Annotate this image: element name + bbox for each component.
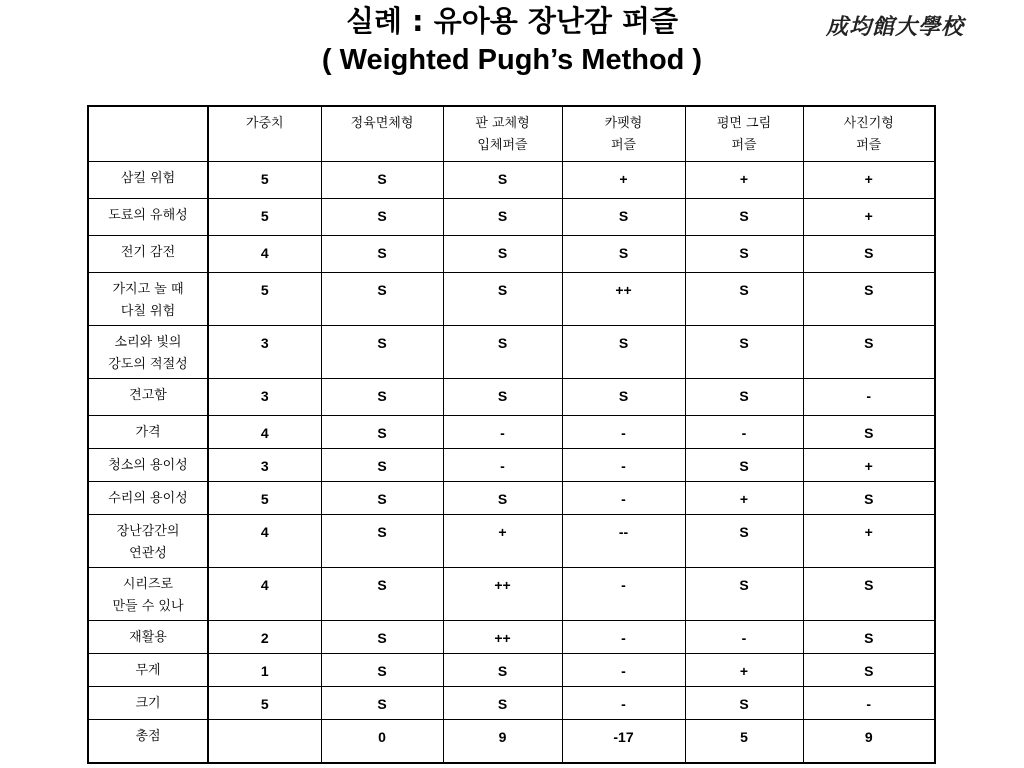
score-cell: - [562,416,685,449]
criterion-label [88,482,208,515]
score-cell: S [685,568,803,621]
criterion-row [88,687,935,720]
criterion-row [88,449,935,482]
criterion-label [88,687,208,720]
score-cell: S [443,379,562,416]
concept-label-line2: 퍼즐 [856,138,882,153]
concept-label-line1: 평면 그림 [716,116,772,131]
score-cell: S [685,199,803,236]
header-concept [803,106,935,162]
weight-cell: 5 [208,162,321,199]
score-cell: - [685,621,803,654]
weight-cell: 4 [208,416,321,449]
criterion-label-line: 수리의 용이성 [108,491,188,506]
score-cell: S [321,482,443,515]
score-cell: S [803,482,935,515]
header-concept [321,106,443,162]
weight-cell: 5 [208,273,321,326]
score-cell: S [562,236,685,273]
weight-cell: 4 [208,515,321,568]
concept-label-line1: 카펫형 [604,116,643,131]
score-cell: S [321,621,443,654]
score-cell: S [443,687,562,720]
score-cell: + [803,449,935,482]
score-cell: S [685,273,803,326]
weight-cell: 1 [208,654,321,687]
score-cell: S [321,654,443,687]
criterion-label-line: 견고함 [129,388,167,403]
criterion-label-line: 크기 [135,696,161,711]
criterion-label [88,273,208,326]
criterion-label-line: 연관성 [129,546,167,561]
score-cell: S [685,687,803,720]
concept-label-line1: 판 교체형 [475,116,530,131]
weight-cell: 4 [208,568,321,621]
score-cell: - [562,449,685,482]
score-cell: S [443,326,562,379]
weight-cell: 3 [208,379,321,416]
criterion-label-line: 가격 [135,425,161,440]
university-logo: 成均館大學校 [826,14,965,40]
score-cell: - [685,416,803,449]
criterion-row [88,379,935,416]
score-cell: S [321,162,443,199]
score-cell: S [562,379,685,416]
score-cell: S [321,568,443,621]
score-cell: S [803,621,935,654]
header-concept [685,106,803,162]
criterion-row [88,326,935,379]
score-cell: S [443,236,562,273]
criterion-row [88,621,935,654]
weight-cell: 3 [208,449,321,482]
score-cell: S [803,236,935,273]
score-cell: S [562,199,685,236]
criterion-row [88,515,935,568]
concept-label-line2: 퍼즐 [731,138,757,153]
criterion-label-line: 장난감간의 [116,524,180,539]
score-cell: + [443,515,562,568]
score-cell: S [685,326,803,379]
score-cell: S [443,654,562,687]
score-cell: S [803,273,935,326]
score-cell: S [321,379,443,416]
score-cell: S [803,654,935,687]
total-score-cell: 0 [321,720,443,764]
criterion-label-line: 삼킬 위험 [120,171,176,186]
score-cell: S [803,568,935,621]
score-cell: - [562,687,685,720]
weight-cell: 5 [208,687,321,720]
criterion-label-line: 재활용 [129,630,167,645]
score-cell: + [803,162,935,199]
criterion-label [88,416,208,449]
header-row [88,106,935,162]
criterion-row [88,482,935,515]
score-cell: S [321,687,443,720]
concept-label-line1: 정육면체형 [350,116,414,131]
score-cell: S [321,515,443,568]
score-cell: - [562,568,685,621]
score-cell: + [685,654,803,687]
score-cell: S [443,273,562,326]
total-score-cell: 9 [443,720,562,764]
score-cell: + [685,162,803,199]
header-concept [443,106,562,162]
criterion-label-line: 만들 수 있나 [112,599,184,614]
total-row [88,720,935,764]
pugh-matrix-table [87,105,936,764]
criterion-row [88,162,935,199]
total-weight-cell [208,720,321,764]
criterion-label-line: 소리와 빛의 [114,335,182,350]
criterion-label-line: 다칠 위험 [120,304,176,319]
concept-label-line2: 퍼즐 [610,138,637,153]
score-cell: ++ [443,568,562,621]
score-cell: + [803,515,935,568]
score-cell: - [562,482,685,515]
score-cell: - [443,416,562,449]
score-cell: S [443,199,562,236]
criterion-label [88,654,208,687]
criterion-label [88,515,208,568]
header-weight: 가중치 [208,106,321,162]
total-score-cell: -17 [562,720,685,764]
score-cell: -- [562,515,685,568]
criterion-label [88,236,208,273]
criterion-label-line: 청소의 용이성 [108,458,188,473]
score-cell: S [321,326,443,379]
score-cell: S [321,449,443,482]
weight-cell: 3 [208,326,321,379]
criterion-label-line: 도료의 유해성 [108,208,188,223]
criterion-label-line: 가지고 놀 때 [112,282,184,297]
total-score-cell: 5 [685,720,803,764]
score-cell: + [803,199,935,236]
criterion-row [88,568,935,621]
score-cell: S [685,379,803,416]
score-cell: S [321,199,443,236]
criterion-label-line: 전기 감전 [120,245,176,260]
score-cell: S [685,515,803,568]
total-label: 총점 [88,720,208,764]
criterion-label [88,449,208,482]
criterion-row [88,416,935,449]
weight-cell: 4 [208,236,321,273]
score-cell: - [443,449,562,482]
header-concept [562,106,685,162]
criterion-label [88,379,208,416]
criterion-label [88,162,208,199]
title-method: ( Weighted Pugh’s Method ) [321,44,703,76]
total-score-cell: 9 [803,720,935,764]
criterion-label [88,199,208,236]
concept-label-line2: 입체퍼즐 [477,138,528,153]
criterion-label-line: 무게 [135,663,161,678]
criterion-label [88,621,208,654]
score-cell: S [685,236,803,273]
score-cell: + [562,162,685,199]
title-korean: 실례 : 유아용 장난감 퍼즐 [345,4,679,38]
criterion-row [88,236,935,273]
score-cell: - [803,379,935,416]
score-cell: S [321,416,443,449]
header-corner [88,106,208,162]
score-cell: - [803,687,935,720]
score-cell: S [443,482,562,515]
score-cell: S [803,326,935,379]
criterion-row [88,654,935,687]
score-cell: - [562,654,685,687]
criterion-label-line: 시리즈로 [122,577,174,592]
criterion-label-line: 강도의 적절성 [108,357,188,372]
criterion-label [88,568,208,621]
score-cell: ++ [562,273,685,326]
criterion-row [88,273,935,326]
score-cell: + [685,482,803,515]
score-cell: S [685,449,803,482]
score-cell: S [443,162,562,199]
score-cell: ++ [443,621,562,654]
score-cell: - [562,621,685,654]
criterion-label [88,326,208,379]
score-cell: S [321,273,443,326]
weight-cell: 5 [208,482,321,515]
weight-cell: 5 [208,199,321,236]
concept-label-line1: 사진기형 [843,116,894,131]
score-cell: S [321,236,443,273]
weight-cell: 2 [208,621,321,654]
score-cell: S [803,416,935,449]
criterion-row [88,199,935,236]
score-cell: S [562,326,685,379]
